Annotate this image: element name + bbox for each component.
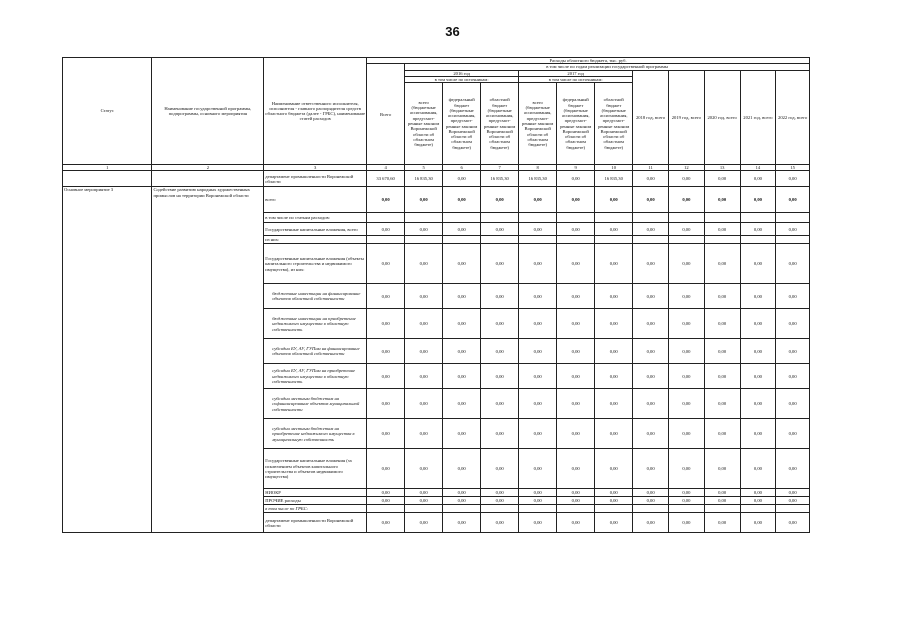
value-cell: 0,00	[633, 489, 669, 497]
value-cell: 0,00	[740, 364, 776, 389]
value-cell: 0,00	[443, 364, 481, 389]
row-label: Государственные капитальные вложения (за исключением объектов капитального строительства и объектов недвижимого имущества)	[264, 449, 367, 489]
column-number: 4	[367, 165, 405, 171]
row-label: НИОКР	[264, 489, 367, 497]
value-cell: 0,00	[519, 389, 557, 419]
value-cell: 0,00	[633, 187, 669, 213]
value-cell: 0,00	[481, 309, 519, 339]
value-cell	[595, 236, 633, 244]
value-cell: 0,00	[776, 497, 810, 505]
value-cell: 0,00	[405, 284, 443, 309]
value-cell: 0,00	[668, 419, 704, 449]
value-cell: 0,00	[595, 223, 633, 236]
value-cell	[668, 213, 704, 223]
header-2017-federal: федеральный бюджет (бюджетные ассигнования, предусмот-ренные законом Воронежской области об областном бюджете)	[557, 83, 595, 165]
value-cell	[668, 505, 704, 513]
header-2016-total-sources: всего (бюджетные ассигнования, предусмот-ренные законом Воронежской области об областном бюджете)	[405, 83, 443, 165]
value-cell: 0,00	[595, 449, 633, 489]
value-cell: 16 835,30	[481, 171, 519, 187]
value-cell: 0,00	[367, 449, 405, 489]
value-cell: 0,00	[481, 284, 519, 309]
value-cell: 0,00	[776, 187, 810, 213]
header-2017-regional: областной бюджет (бюджетные ассигнования, предусмот-ренные законом Воронежской области об областном бюджете)	[595, 83, 633, 165]
value-cell	[405, 505, 443, 513]
column-number: 10	[595, 165, 633, 171]
value-cell: 0,00	[740, 309, 776, 339]
header-2016-federal: федеральный бюджет (бюджетные ассигнования, предусмот-ренные законом Воронежской области об областном бюджете)	[443, 83, 481, 165]
value-cell	[740, 213, 776, 223]
value-cell: 0,00	[740, 389, 776, 419]
budget-table	[62, 57, 810, 533]
value-cell: 0,00	[776, 449, 810, 489]
main-event-total-label: всего	[264, 187, 367, 213]
value-cell	[481, 236, 519, 244]
value-cell: 0,00	[668, 513, 704, 533]
value-cell: 0,00	[519, 284, 557, 309]
header-year-2017: 2017 год	[519, 70, 633, 76]
row-label: в том числе по статьям расходов:	[264, 213, 367, 223]
row-label: субсидии БУ, АУ, ГУПам на приобретение недвижимого имущества в областную собственность	[264, 364, 367, 389]
value-cell	[367, 213, 405, 223]
value-cell: 0,00	[633, 497, 669, 505]
value-cell: 0,00	[443, 223, 481, 236]
column-number: 5	[405, 165, 443, 171]
value-cell: 0,00	[668, 244, 704, 284]
value-cell	[557, 236, 595, 244]
value-cell: 0,00	[557, 497, 595, 505]
value-cell: 0,00	[740, 419, 776, 449]
value-cell	[405, 236, 443, 244]
value-cell: 0,00	[519, 489, 557, 497]
row-label: субсидии местным бюджетам на софинансирование объектов муниципальной собственности	[264, 389, 367, 419]
value-cell: 0,00	[633, 339, 669, 364]
value-cell: 0,00	[557, 284, 595, 309]
value-cell: 0,00	[481, 339, 519, 364]
header-2019: 2019 год, всего	[668, 70, 704, 165]
value-cell: 16 835,30	[405, 171, 443, 187]
value-cell: 0,00	[595, 497, 633, 505]
row-label: из них:	[264, 236, 367, 244]
value-cell: 0,00	[668, 497, 704, 505]
value-cell: 0,00	[557, 309, 595, 339]
value-cell: 0,00	[481, 389, 519, 419]
value-cell: 0,00	[704, 339, 740, 364]
row-label: субсидии БУ, АУ, ГУПам на финансирование объектов областной собственности	[264, 339, 367, 364]
value-cell: 0,00	[776, 284, 810, 309]
value-cell: 0,00	[557, 419, 595, 449]
value-cell: 0,00	[367, 223, 405, 236]
value-cell: 0,00	[704, 364, 740, 389]
main-event-status: Основное мероприятие 3	[63, 187, 152, 533]
value-cell: 0,00	[668, 389, 704, 419]
row-label: бюджетные инвестиции на приобретение недвижимого имущества в областную собственность	[264, 309, 367, 339]
value-cell	[633, 213, 669, 223]
value-cell: 0,00	[557, 449, 595, 489]
empty-cell	[63, 171, 152, 187]
value-cell: 0,00	[481, 449, 519, 489]
value-cell: 0,00	[633, 419, 669, 449]
value-cell: 0,00	[740, 284, 776, 309]
value-cell: 0,00	[776, 389, 810, 419]
value-cell	[633, 505, 669, 513]
value-cell: 0,00	[633, 171, 669, 187]
header-expenses: Расходы областного бюджета, тыс. руб.	[367, 58, 810, 64]
value-cell: 16 835,30	[519, 171, 557, 187]
value-cell: 0,00	[704, 497, 740, 505]
value-cell: 0,00	[519, 339, 557, 364]
header-year-2016: 2016 год	[405, 70, 519, 76]
value-cell: 0,00	[776, 513, 810, 533]
value-cell: 0,00	[704, 513, 740, 533]
header-2016-regional: областной бюджет (бюджетные ассигнования, предусмот-ренные законом Воронежской области об областном бюджете)	[481, 83, 519, 165]
value-cell	[519, 236, 557, 244]
value-cell: 0,00	[443, 244, 481, 284]
value-cell: 0,00	[557, 171, 595, 187]
value-cell: 0,00	[405, 339, 443, 364]
value-cell: 0,00	[595, 513, 633, 533]
value-cell: 0,00	[481, 364, 519, 389]
row-label: департамент промышленности Воронежской области	[264, 513, 367, 533]
value-cell: 0,00	[740, 223, 776, 236]
value-cell	[405, 213, 443, 223]
value-cell: 0,00	[367, 489, 405, 497]
value-cell	[776, 213, 810, 223]
value-cell: 0,00	[740, 449, 776, 489]
value-cell: 0,00	[557, 339, 595, 364]
empty-cell	[152, 171, 264, 187]
value-cell: 0,00	[481, 187, 519, 213]
value-cell: 0,00	[443, 187, 481, 213]
value-cell: 0,00	[405, 309, 443, 339]
value-cell: 0,00	[405, 449, 443, 489]
row-label: Государственные капитальные вложения (объекты капитального строительства и недвижимого имущества), из них:	[264, 244, 367, 284]
value-cell: 16 835,30	[595, 171, 633, 187]
value-cell: 0,00	[443, 309, 481, 339]
column-number: 2	[152, 165, 264, 171]
value-cell: 0,00	[704, 171, 740, 187]
value-cell: 0,00	[519, 419, 557, 449]
value-cell: 0,00	[481, 489, 519, 497]
value-cell: 0,00	[481, 223, 519, 236]
value-cell	[776, 236, 810, 244]
header-by-years: в том числе по годам реализации государственной программы	[405, 64, 810, 70]
value-cell: 0,00	[740, 187, 776, 213]
value-cell: 0,00	[633, 389, 669, 419]
value-cell	[740, 236, 776, 244]
value-cell: 0,00	[557, 364, 595, 389]
value-cell: 0,00	[367, 284, 405, 309]
value-cell	[668, 236, 704, 244]
value-cell: 0,00	[367, 389, 405, 419]
main-event-name: Содействие развитию народных художественных промыслов на территории Воронежской области	[152, 187, 264, 533]
value-cell: 0,00	[595, 187, 633, 213]
dept-row-label: департамент промышленности Воронежской области	[264, 171, 367, 187]
value-cell: 0,00	[704, 449, 740, 489]
value-cell	[595, 505, 633, 513]
value-cell	[443, 505, 481, 513]
value-cell: 0,00	[405, 419, 443, 449]
value-cell: 0,00	[481, 513, 519, 533]
value-cell: 0,00	[668, 364, 704, 389]
page-number: 36	[445, 24, 460, 39]
value-cell: 0,00	[595, 489, 633, 497]
value-cell: 0,00	[557, 187, 595, 213]
value-cell	[704, 505, 740, 513]
value-cell: 0,00	[740, 497, 776, 505]
value-cell: 0,00	[443, 497, 481, 505]
value-cell: 0,00	[633, 309, 669, 339]
value-cell: 0,00	[443, 339, 481, 364]
value-cell: 0,00	[704, 489, 740, 497]
value-cell: 0,00	[367, 419, 405, 449]
value-cell	[481, 213, 519, 223]
value-cell: 0,00	[519, 223, 557, 236]
value-cell: 0,00	[481, 244, 519, 284]
value-cell	[367, 505, 405, 513]
value-cell: 33 670,60	[367, 171, 405, 187]
value-cell: 0,00	[776, 223, 810, 236]
row-label: субсидии местным бюджетам на приобретение недвижимого имущества в муниципальную собственность	[264, 419, 367, 449]
value-cell: 0,00	[595, 339, 633, 364]
header-2021: 2021 год, всего	[740, 70, 776, 165]
value-cell: 0,00	[595, 364, 633, 389]
value-cell: 0,00	[367, 513, 405, 533]
value-cell: 0,00	[740, 339, 776, 364]
value-cell: 0,00	[668, 223, 704, 236]
header-status: Статус	[63, 58, 152, 165]
value-cell: 0,00	[557, 489, 595, 497]
value-cell: 0,00	[367, 339, 405, 364]
value-cell: 0,00	[405, 389, 443, 419]
value-cell: 0,00	[405, 187, 443, 213]
value-cell: 0,00	[776, 309, 810, 339]
value-cell: 0,00	[633, 244, 669, 284]
column-number: 14	[740, 165, 776, 171]
value-cell: 0,00	[668, 171, 704, 187]
value-cell: 0,00	[405, 244, 443, 284]
value-cell	[443, 213, 481, 223]
value-cell: 0,00	[519, 244, 557, 284]
value-cell: 0,00	[405, 364, 443, 389]
value-cell: 0,00	[740, 489, 776, 497]
value-cell: 0,00	[405, 489, 443, 497]
value-cell	[367, 236, 405, 244]
column-number: 3	[264, 165, 367, 171]
value-cell	[740, 505, 776, 513]
value-cell: 0,00	[633, 449, 669, 489]
value-cell: 0,00	[633, 513, 669, 533]
value-cell: 0,00	[405, 497, 443, 505]
value-cell	[557, 505, 595, 513]
value-cell	[519, 213, 557, 223]
column-number: 7	[481, 165, 519, 171]
value-cell: 0,00	[443, 489, 481, 497]
header-2020: 2020 год, всего	[704, 70, 740, 165]
column-number: 12	[668, 165, 704, 171]
value-cell: 0,00	[595, 244, 633, 284]
header-program-name: Наименование государственной программы, подпрограммы, основного мероприятия	[152, 58, 264, 165]
value-cell: 0,00	[704, 187, 740, 213]
value-cell: 0,00	[776, 364, 810, 389]
value-cell: 0,00	[443, 389, 481, 419]
value-cell: 0,00	[481, 497, 519, 505]
value-cell	[595, 213, 633, 223]
column-number: 15	[776, 165, 810, 171]
value-cell: 0,00	[519, 309, 557, 339]
value-cell: 0,00	[443, 171, 481, 187]
header-2017-total-sources: всего (бюджетные ассигнования, предусмот-ренные законом Воронежской области об областном бюджете)	[519, 83, 557, 165]
value-cell: 0,00	[519, 449, 557, 489]
value-cell: 0,00	[668, 309, 704, 339]
header-total: Всего	[367, 64, 405, 165]
value-cell: 0,00	[668, 284, 704, 309]
value-cell: 0,00	[776, 171, 810, 187]
value-cell: 0,00	[519, 497, 557, 505]
value-cell: 0,00	[595, 389, 633, 419]
value-cell: 0,00	[668, 339, 704, 364]
value-cell: 0,00	[405, 223, 443, 236]
header-2016-by-sources: в том числе по источникам:	[405, 76, 519, 82]
value-cell: 0,00	[668, 489, 704, 497]
value-cell	[704, 213, 740, 223]
value-cell: 0,00	[776, 244, 810, 284]
row-label: бюджетные инвестиции на финансирование объектов областной собственности	[264, 284, 367, 309]
header-2018: 2018 год, всего	[633, 70, 669, 165]
column-number: 11	[633, 165, 669, 171]
header-2017-by-sources: в том числе по источникам:	[519, 76, 633, 82]
value-cell: 0,00	[367, 244, 405, 284]
value-cell: 0,00	[519, 513, 557, 533]
value-cell: 0,00	[633, 284, 669, 309]
value-cell: 0,00	[740, 244, 776, 284]
column-number: 9	[557, 165, 595, 171]
column-number: 8	[519, 165, 557, 171]
value-cell: 0,00	[519, 187, 557, 213]
value-cell	[519, 505, 557, 513]
value-cell	[776, 505, 810, 513]
value-cell	[704, 236, 740, 244]
value-cell	[481, 505, 519, 513]
column-number: 13	[704, 165, 740, 171]
value-cell: 0,00	[367, 497, 405, 505]
value-cell: 0,00	[633, 364, 669, 389]
value-cell: 0,00	[367, 364, 405, 389]
value-cell: 0,00	[776, 419, 810, 449]
value-cell	[443, 236, 481, 244]
value-cell: 0,00	[405, 513, 443, 533]
value-cell: 0,00	[557, 513, 595, 533]
value-cell: 0,00	[595, 309, 633, 339]
row-label: в том числе по ГРБС:	[264, 505, 367, 513]
header-2022: 2022 год, всего	[776, 70, 810, 165]
header-executor: Наименование ответственного исполнителя, исполнителя - главного распорядителя средств областного бюджета (далее - ГРБС), наименование статей расходов	[264, 58, 367, 165]
value-cell: 0,00	[740, 171, 776, 187]
value-cell: 0,00	[704, 223, 740, 236]
value-cell: 0,00	[557, 389, 595, 419]
row-label: ПРОЧИЕ расходы	[264, 497, 367, 505]
value-cell: 0,00	[668, 449, 704, 489]
value-cell	[557, 213, 595, 223]
value-cell: 0,00	[443, 449, 481, 489]
value-cell: 0,00	[776, 339, 810, 364]
column-number: 6	[443, 165, 481, 171]
value-cell: 0,00	[776, 489, 810, 497]
value-cell: 0,00	[367, 187, 405, 213]
value-cell: 0,00	[704, 389, 740, 419]
value-cell	[633, 236, 669, 244]
value-cell: 0,00	[704, 244, 740, 284]
column-number: 1	[63, 165, 152, 171]
value-cell: 0,00	[633, 223, 669, 236]
value-cell: 0,00	[595, 419, 633, 449]
value-cell: 0,00	[704, 309, 740, 339]
value-cell: 0,00	[595, 284, 633, 309]
value-cell: 0,00	[704, 284, 740, 309]
value-cell: 0,00	[668, 187, 704, 213]
value-cell: 0,00	[367, 309, 405, 339]
value-cell: 0,00	[557, 244, 595, 284]
row-label: Государственные капитальные вложения, всего	[264, 223, 367, 236]
value-cell: 0,00	[443, 419, 481, 449]
value-cell: 0,00	[740, 513, 776, 533]
value-cell: 0,00	[443, 513, 481, 533]
value-cell: 0,00	[557, 223, 595, 236]
value-cell: 0,00	[704, 419, 740, 449]
value-cell: 0,00	[443, 284, 481, 309]
value-cell: 0,00	[519, 364, 557, 389]
value-cell: 0,00	[481, 419, 519, 449]
